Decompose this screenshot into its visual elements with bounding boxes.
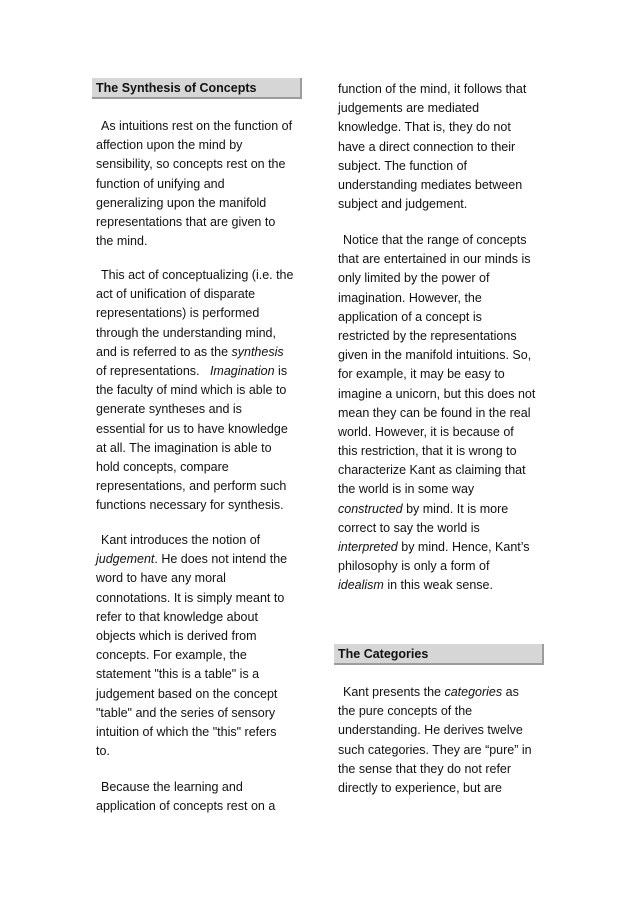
text-line: the sense that they do not refer — [338, 761, 512, 776]
text-line: This act of conceptualizing (i.e. the — [101, 268, 294, 282]
paragraph-learning — [92, 778, 275, 816]
text-line: judgement based on the concept — [96, 686, 278, 701]
text-span: . He does not intend the — [154, 552, 288, 567]
text-line: restricted by the representations — [338, 328, 517, 343]
text-span: by mind. It is more — [402, 501, 509, 516]
text-line: Notice that the range of concepts — [343, 233, 527, 247]
text-line — [92, 362, 293, 381]
text-line: correct to say the world is — [338, 520, 480, 535]
text-line: characterize Kant as claiming that — [338, 463, 526, 478]
text-line: generalizing upon the manifold — [96, 195, 267, 210]
emphasis-judgement: judgement — [96, 552, 155, 567]
text-line: representations that are given to — [96, 214, 276, 229]
text-line: representations) is performed — [96, 306, 260, 321]
text-line: imagine a unicorn, but this does not — [338, 386, 536, 401]
text-line: application of concepts rest on a — [96, 799, 276, 814]
text-line — [334, 576, 535, 595]
text-line: the mind. — [96, 234, 148, 249]
paragraph-intuitions — [92, 117, 292, 251]
text-line: through the understanding mind, — [96, 325, 276, 340]
text-line: the faculty of mind which is able to — [96, 383, 287, 398]
text-line: imagination. However, the — [338, 290, 482, 305]
paragraph-mediated — [334, 80, 526, 214]
text-span: by mind. Hence, Kant’s — [397, 540, 530, 554]
text-line: only limited by the power of — [338, 271, 490, 286]
text-line: philosophy is only a form of — [338, 559, 490, 574]
text-span: in this weak sense. — [383, 578, 493, 593]
text-span: Kant presents the — [343, 685, 445, 699]
emphasis-categories: categories — [444, 685, 503, 699]
text-line: As intuitions rest on the function of — [101, 119, 293, 133]
text-line: given in the manifold intuitions. So, — [338, 348, 532, 363]
paragraph-conceptualizing — [92, 266, 293, 515]
text-line: essential for us to have knowledge — [96, 421, 288, 436]
text-line: "table" and the series of sensory — [96, 705, 276, 720]
emphasis-imagination: Imagination — [209, 363, 275, 378]
text-line: sensibility, so concepts rest on the — [96, 157, 286, 172]
text-line: judgements are mediated — [338, 101, 480, 116]
text-line: have a direct connection to their — [338, 139, 516, 154]
text-line: the world is in some way — [338, 482, 475, 497]
text-line — [92, 343, 293, 362]
paragraph-range-of-concepts — [334, 231, 535, 596]
text-line: such categories. They are “pure” in — [338, 742, 532, 757]
emphasis-constructed: constructed — [338, 501, 403, 516]
text-span: as — [502, 685, 519, 699]
text-line: functions necessary for synthesis. — [96, 498, 284, 513]
text-span: of representations. — [96, 363, 210, 378]
text-line: statement "this is a table" is a — [96, 667, 260, 682]
section-heading-categories: The Categories — [334, 644, 544, 665]
emphasis-synthesis: synthesis — [231, 344, 284, 359]
text-line: word to have any moral — [96, 571, 226, 586]
text-line: affection upon the mind by — [96, 138, 243, 153]
text-line — [334, 500, 535, 519]
text-line: subject. The function of — [338, 158, 468, 173]
text-line — [334, 538, 535, 557]
text-line: subject and judgement. — [338, 197, 468, 212]
text-line: the pure concepts of the — [338, 704, 473, 719]
text-line: understanding. He derives twelve — [338, 723, 523, 738]
section-heading-synthesis: The Synthesis of Concepts — [92, 78, 302, 99]
text-line: that are entertained in our minds is — [338, 252, 531, 267]
text-span: and is referred to as the — [96, 344, 232, 359]
text-line: Kant introduces the notion of — [101, 533, 261, 547]
paragraph-judgement — [92, 531, 287, 761]
text-line: generate syntheses and is — [96, 402, 242, 417]
text-line: intuition of which the "this" refers — [96, 724, 277, 739]
text-line — [92, 550, 287, 569]
text-line: this restriction, that it is wrong to — [338, 444, 517, 459]
text-line: function of the mind, it follows that — [338, 82, 527, 96]
text-span: is — [274, 363, 288, 378]
emphasis-interpreted: interpreted — [338, 540, 398, 554]
text-line: Because the learning and — [101, 780, 243, 794]
text-line: function of unifying and — [96, 176, 225, 191]
text-line: concepts. For example, the — [96, 648, 247, 663]
emphasis-idealism: idealism — [338, 578, 384, 593]
text-line: at all. The imagination is able to — [96, 440, 272, 455]
text-line: understanding mediates between — [338, 177, 523, 192]
text-line: directly to experience, but are — [338, 780, 502, 795]
text-line: application of a concept is — [338, 309, 482, 324]
text-line — [334, 683, 532, 702]
text-line: for example, it may be easy to — [338, 367, 505, 382]
text-line: hold concepts, compare — [96, 459, 229, 474]
text-line: mean they can be found in the real — [338, 405, 531, 420]
text-line: world. However, it is because of — [338, 424, 514, 439]
paragraph-categories — [334, 683, 532, 798]
text-line: representations, and perform such — [96, 479, 287, 494]
text-line: act of unification of disparate — [96, 287, 256, 302]
text-line: objects which is derived from — [96, 628, 257, 643]
text-line: to. — [96, 744, 110, 759]
text-line: knowledge. That is, they do not — [338, 120, 511, 135]
text-line: refer to that knowledge about — [96, 609, 258, 624]
text-line: connotations. It is simply meant to — [96, 590, 285, 605]
